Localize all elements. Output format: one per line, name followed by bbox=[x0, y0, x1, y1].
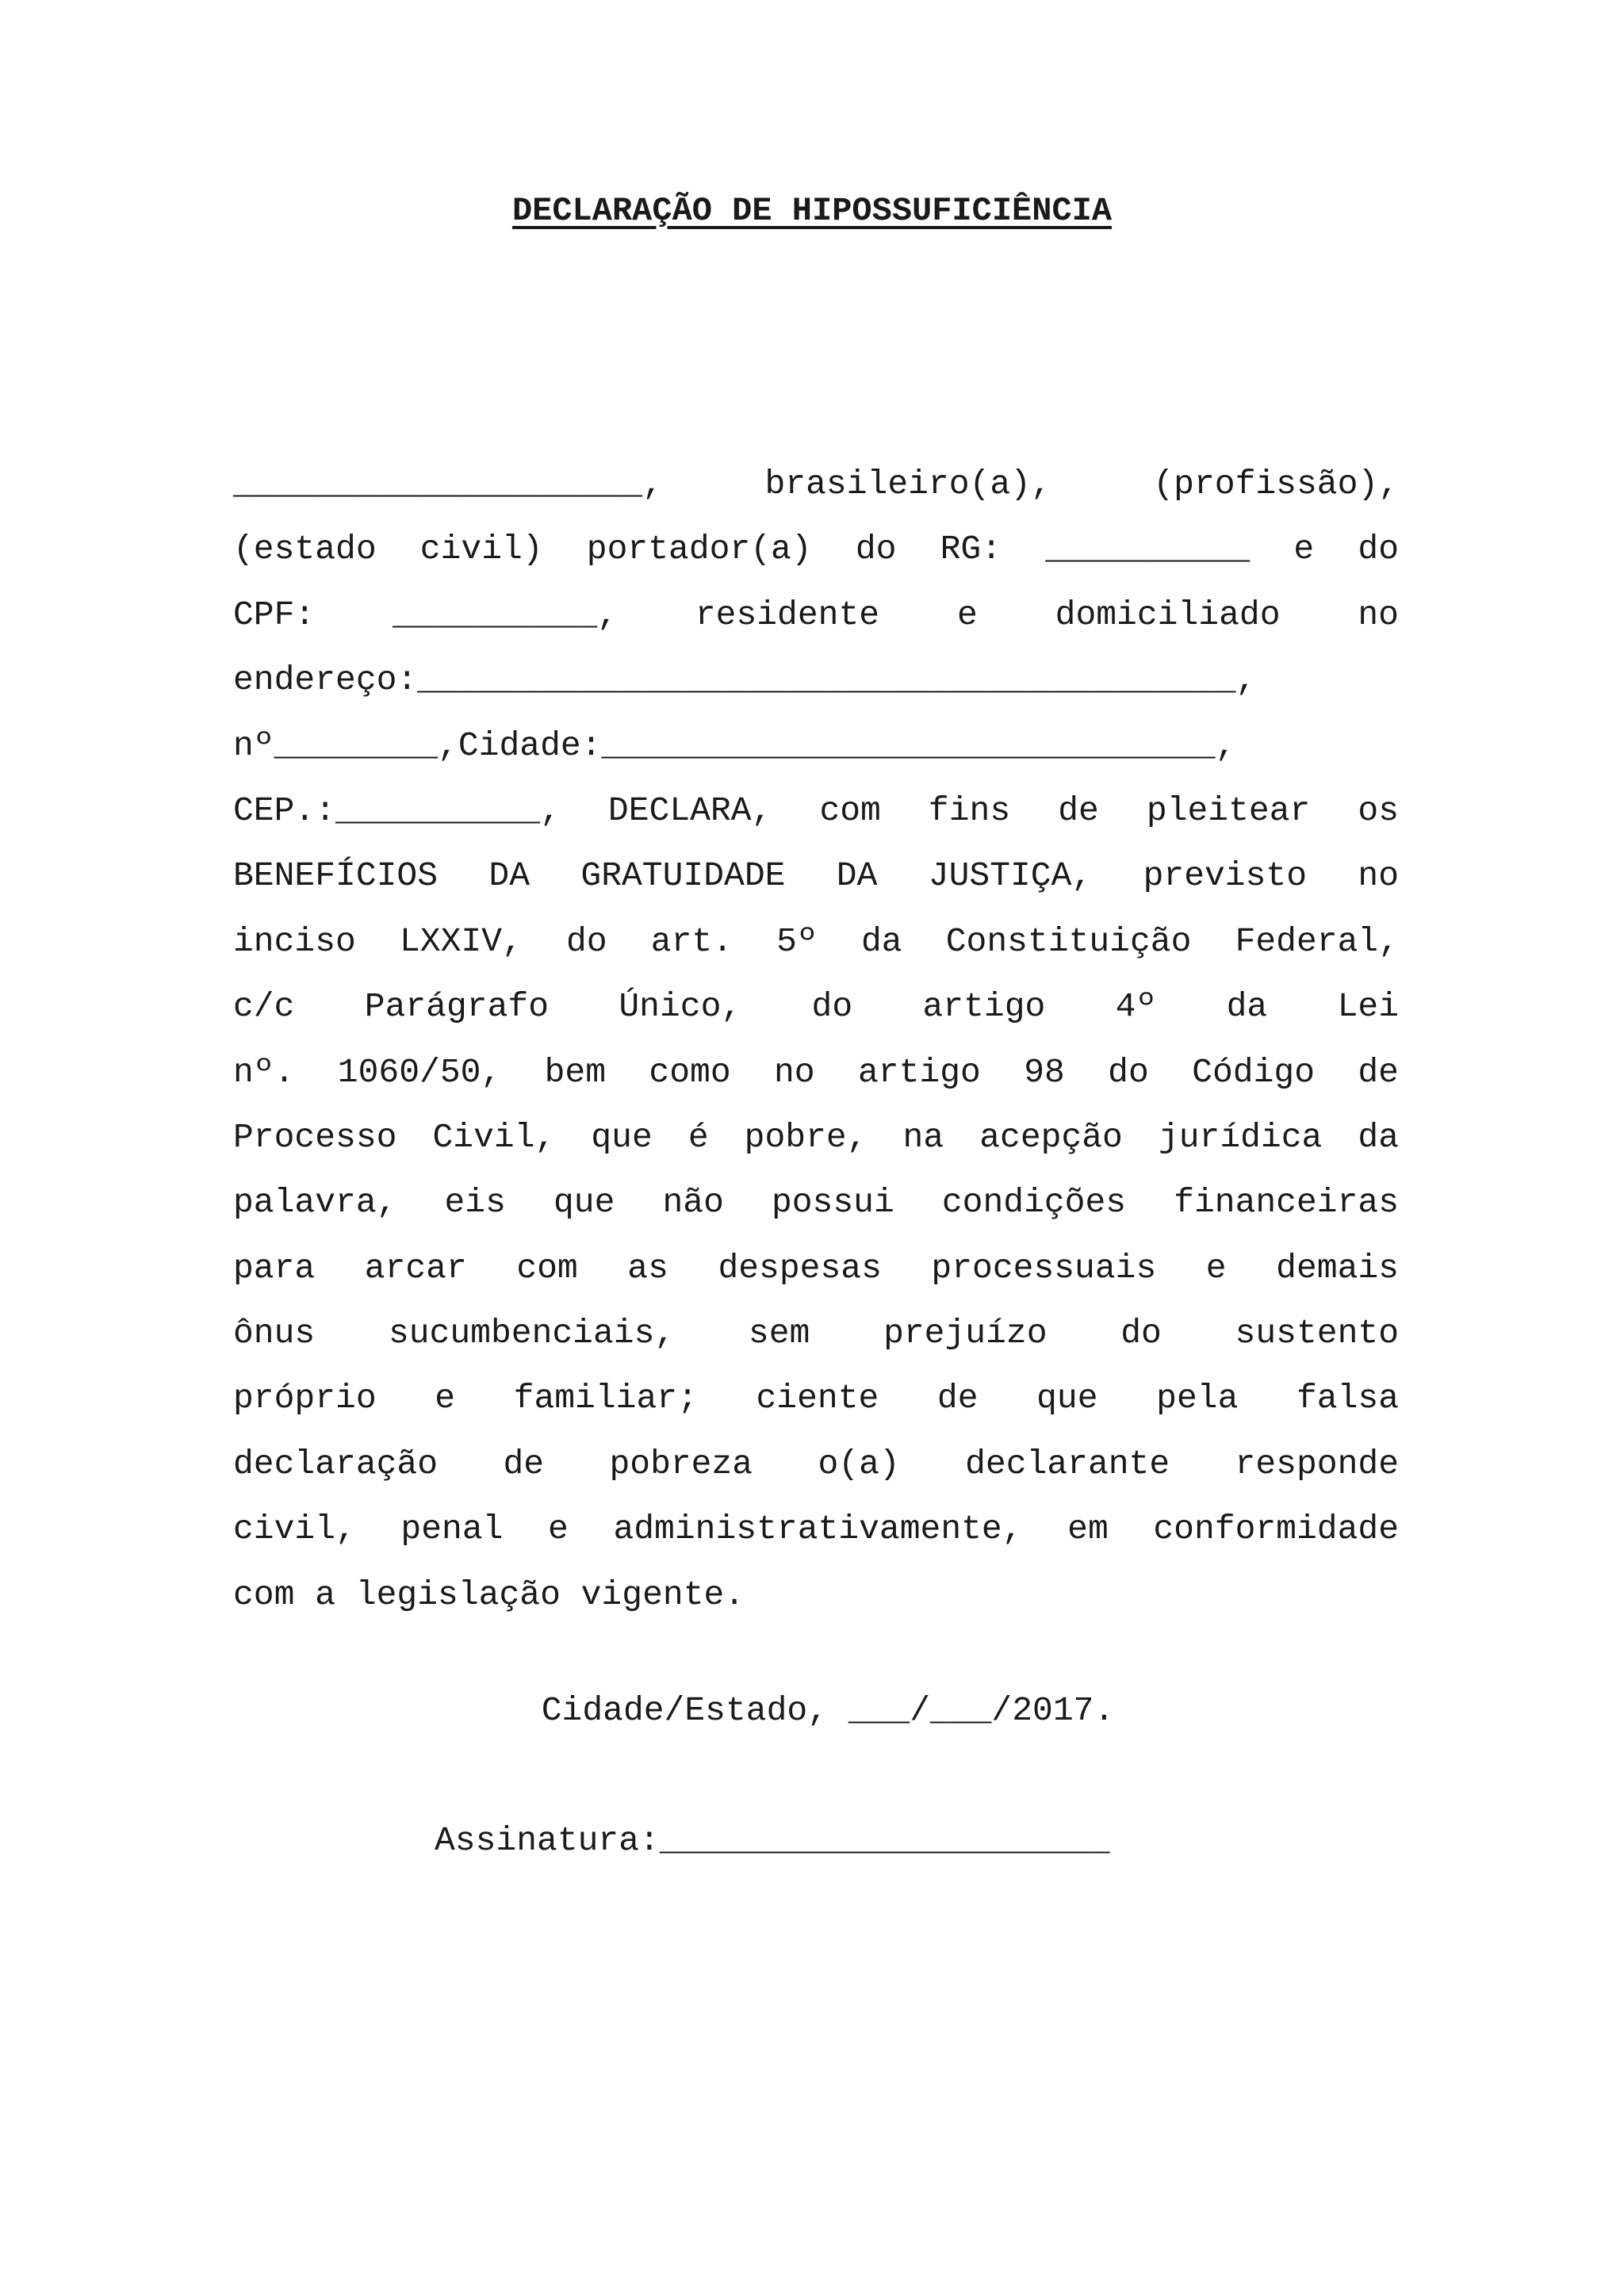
body-line: nº. 1060/50, bem como no artigo 98 do Código de bbox=[233, 1052, 1399, 1092]
declaration-body bbox=[233, 452, 1399, 1628]
signature-line: Assinatura:______________________ bbox=[435, 1821, 1110, 1860]
body-line: endereço:________________________________________, bbox=[233, 660, 1257, 700]
body-line: CEP.:__________, DECLARA, com fins de pleitear os bbox=[233, 790, 1399, 830]
body-line: Processo Civil, que é pobre, na acepção jurídica da bbox=[233, 1117, 1399, 1157]
body-line: (estado civil) portador(a) do RG: __________ e do bbox=[233, 530, 1399, 569]
body-line: nº________,Cidade:______________________________, bbox=[233, 725, 1236, 765]
place-date: Cidade/Estado, ___/___/2017. bbox=[541, 1691, 1115, 1730]
body-line: CPF: __________, residente e domiciliado no bbox=[233, 595, 1399, 634]
document-title-text: DECLARAÇÃO DE HIPOSSUFICIÊNCIA bbox=[511, 192, 1113, 230]
body-line: inciso LXXIV, do art. 5º da Constituição Federal, bbox=[233, 921, 1399, 961]
body-line: c/c Parágrafo Único, do artigo 4º da Lei bbox=[233, 987, 1399, 1027]
body-line: BENEFÍCIOS DA GRATUIDADE DA JUSTIÇA, previsto no bbox=[233, 856, 1399, 896]
body-line: para arcar com as despesas processuais e demais bbox=[233, 1248, 1399, 1288]
body-line-last: com a legislação vigente. bbox=[233, 1575, 745, 1614]
body-line: declaração de pobreza o(a) declarante responde bbox=[233, 1444, 1399, 1483]
body-line: civil, penal e administrativamente, em conformidade bbox=[233, 1510, 1399, 1549]
body-line: ônus sucumbenciais, sem prejuízo do sustento bbox=[233, 1314, 1399, 1353]
document-title bbox=[0, 189, 1624, 233]
body-line: ____________________, brasileiro(a), (profissão), bbox=[233, 465, 1399, 503]
body-line: palavra, eis que não possui condições financeiras bbox=[233, 1183, 1399, 1223]
body-line: próprio e familiar; ciente de que pela falsa bbox=[233, 1379, 1399, 1418]
